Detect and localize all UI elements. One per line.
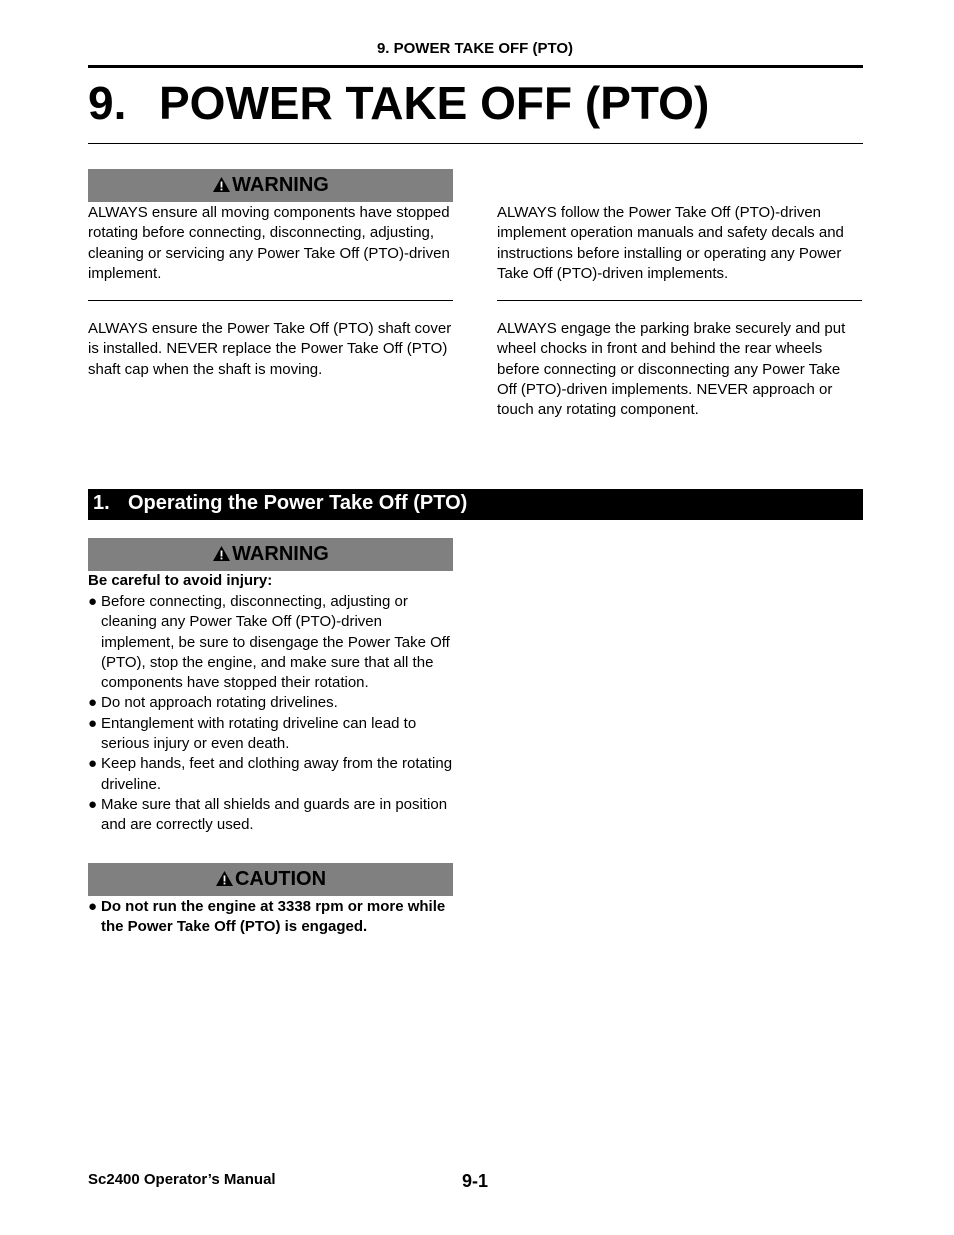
footer-manual-name: Sc2400 Operator’s Manual (88, 1171, 276, 1188)
running-header: 9. POWER TAKE OFF (PTO) (376, 40, 574, 57)
bullet-icon: ● (88, 755, 98, 773)
section-title: Operating the Power Take Off (PTO) (128, 492, 468, 514)
list-item: ● Do not approach rotating drivelines. (88, 693, 454, 713)
warning-banner-top (88, 169, 453, 202)
divider-right (497, 300, 862, 301)
warning-triangle-icon (212, 545, 231, 562)
list-item: ● Make sure that all shields and guards are in position and are correctly used. (88, 795, 448, 834)
warning-intro: Be careful to avoid injury: (88, 572, 273, 589)
warning-left-para-1: ALWAYS ensure all moving components have stopped rotating before connecting, disconnecting, adjusting, cleaning or servicing any Power Take Off (PTO)-driven implement. (88, 204, 450, 282)
list-item: ● Keep hands, feet and clothing away from the rotating driveline. (88, 755, 453, 793)
warning-right-para-1: ALWAYS follow the Power Take Off (PTO)-driven implement operation manuals and safety decals and instructions before installing or operating any Power Take Off (PTO)-driven implements. (497, 204, 844, 282)
divider-left (88, 300, 453, 301)
list-item: ● Before connecting, disconnecting, adjusting or cleaning any Power Take Off (PTO)-driven implement, be sure to disengage the Power Take Off (PTO), stop the engine, and make sure that all the components have stopped their rotation. (88, 593, 450, 692)
warning-bullet-list (88, 592, 454, 836)
chapter-number: 9. (88, 77, 127, 129)
chapter-title-text: POWER TAKE OFF (PTO) (159, 77, 710, 129)
caution-label: CAUTION (234, 868, 327, 890)
warning-label: WARNING (232, 543, 329, 565)
warning-triangle-icon (212, 176, 231, 193)
list-item: ● Do not run the engine at 3338 rpm or more while the Power Take Off (PTO) is engaged. (88, 898, 446, 936)
warning-label: WARNING (232, 174, 329, 196)
list-item: ● Entanglement with rotating driveline can lead to serious injury or even death. (88, 714, 417, 753)
header-rule (88, 65, 863, 68)
bullet-icon: ● (88, 593, 98, 610)
section-heading (88, 489, 863, 520)
warning-triangle-icon (215, 870, 234, 887)
footer-page-number: 9-1 (462, 1171, 489, 1191)
warning-right-para-2: ALWAYS engage the parking brake securely and put wheel chocks in front and behind the rear wheels before connecting or disconnecting any Power Take Off (PTO)-driven implements. NEVER approach or touch any rotating component. (497, 320, 846, 419)
section-number: 1. (93, 492, 110, 514)
bullet-icon: ● (88, 795, 98, 813)
warning-banner-section (88, 538, 453, 571)
warning-left-para-2: ALWAYS ensure the Power Take Off (PTO) shaft cover is installed. NEVER replace the Power Take Off (PTO) shaft cap when the shaft is moving. (88, 320, 452, 378)
chapter-title (88, 76, 709, 130)
bullet-icon: ● (88, 714, 98, 732)
caution-banner (88, 863, 453, 896)
bullet-icon: ● (88, 694, 98, 712)
caution-bullet-list (88, 897, 454, 938)
bullet-icon: ● (88, 898, 98, 915)
title-rule (88, 143, 863, 144)
